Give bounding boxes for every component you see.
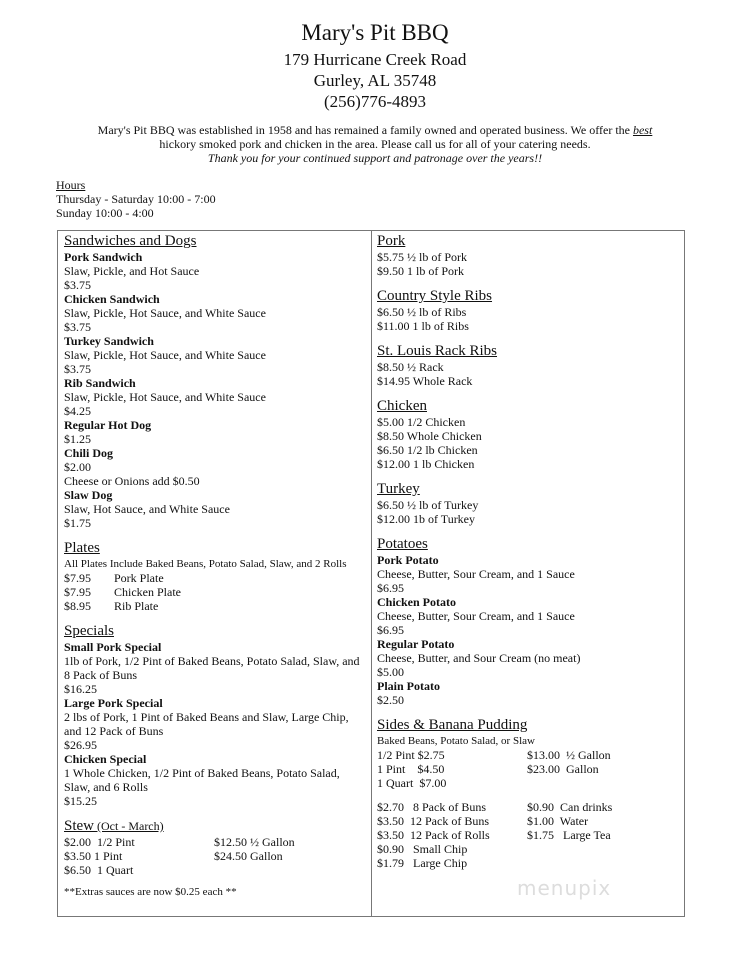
price-line: $5.75 ½ lb of Pork [377, 250, 467, 264]
item-name: Pork Potato [377, 553, 439, 567]
menu-item [377, 679, 677, 707]
item-detail: $5.00 [377, 665, 404, 679]
price-cell [527, 776, 677, 790]
section-title-text: Sandwiches and Dogs [64, 233, 197, 249]
price-line: $8.50 ½ Rack [377, 360, 444, 374]
phone-number: (256)776-4893 [324, 92, 426, 111]
column-divider [371, 231, 372, 916]
section-title-text: Chicken [377, 398, 427, 414]
intro-emphasis: best [632, 123, 653, 137]
item-detail: 8 Pack of Buns [64, 668, 137, 682]
item-name: Chicken Sandwich [64, 292, 160, 306]
hours-title: Hours [56, 178, 86, 192]
menu-section [377, 398, 677, 471]
item-detail: Cheese, Butter, and Sour Cream (no meat) [377, 651, 581, 665]
price-line: $6.50 ½ lb of Ribs [377, 305, 467, 319]
item-detail: Cheese or Onions add $0.50 [64, 474, 200, 488]
item-detail: 2 lbs of Pork, 1 Pint of Baked Beans and Slaw, Large Chip, [64, 710, 349, 724]
item-detail: 1 Whole Chicken, 1/2 Pint of Baked Beans, Potato Salad, [64, 766, 340, 780]
item-label: Rib Plate [114, 599, 159, 613]
right-column [377, 233, 677, 880]
price: $7.95 [64, 571, 91, 585]
price-cell [527, 856, 677, 870]
price-cell: $0.90 Small Chip [377, 842, 468, 856]
item-detail: Slaw, Pickle, Hot Sauce, and White Sauce [64, 390, 266, 404]
item-detail: Slaw, Pickle, and Hot Sauce [64, 264, 200, 278]
section-title-text: Plates [64, 540, 100, 556]
section-note: Baked Beans, Potato Salad, or Slaw [377, 735, 535, 747]
price-grid [377, 748, 677, 790]
menu-item [64, 752, 364, 808]
section-title-suffix: (Oct - March) [94, 819, 164, 833]
menu-item [64, 418, 364, 446]
price-row [64, 599, 364, 613]
item-name: Chicken Special [64, 752, 147, 766]
item-label: Chicken Plate [114, 585, 181, 599]
section-title-text: Sides & Banana Pudding [377, 717, 528, 733]
section-title [377, 233, 677, 250]
section-title-text: Pork [377, 233, 406, 249]
left-column [64, 233, 364, 909]
item-detail: $1.75 [64, 516, 91, 530]
menu-section [64, 233, 364, 530]
item-name: Plain Potato [377, 679, 440, 693]
address-line-2: Gurley, AL 35748 [313, 71, 437, 90]
price-line: $6.50 1/2 lb Chicken [377, 443, 478, 457]
menu-item [64, 292, 364, 334]
item-detail: 1lb of Pork, 1/2 Pint of Baked Beans, Potato Salad, Slaw, and [64, 654, 360, 668]
section-title [64, 540, 364, 557]
intro-line-2: hickory smoked pork and chicken in the area. Please call us for all of your catering needs. [159, 137, 591, 151]
section-title-text: Turkey [377, 481, 420, 497]
menu-section [64, 818, 364, 899]
price-line: $5.00 1/2 Chicken [377, 415, 466, 429]
menu-item [64, 250, 364, 292]
section-title-text: Country Style Ribs [377, 288, 493, 304]
hours-line: Sunday 10:00 - 4:00 [56, 206, 154, 220]
menu-section [64, 540, 364, 613]
section-title [64, 233, 364, 250]
price-cell: $12.50 ½ Gallon [214, 835, 295, 849]
price-cell: $23.00 Gallon [527, 762, 599, 776]
item-detail: $1.25 [64, 432, 91, 446]
menu-item [64, 376, 364, 418]
menu-section [377, 717, 677, 870]
section-title [377, 288, 677, 305]
price-line: $14.95 Whole Rack [377, 374, 473, 388]
price-line: $11.00 1 lb of Ribs [377, 319, 469, 333]
hours [56, 178, 216, 220]
item-label: Pork Plate [114, 571, 164, 585]
section-title [377, 536, 677, 553]
section-title-text: Specials [64, 623, 114, 639]
hours-line: Thursday - Saturday 10:00 - 7:00 [56, 192, 216, 206]
item-name: Rib Sandwich [64, 376, 136, 390]
menu-item [64, 446, 364, 488]
menu-item [64, 334, 364, 376]
item-name: Regular Hot Dog [64, 418, 152, 432]
item-detail: Cheese, Butter, Sour Cream, and 1 Sauce [377, 609, 575, 623]
price-cell: 1 Pint $4.50 [377, 762, 445, 776]
item-detail: and 12 Pack of Buns [64, 724, 164, 738]
menu-section [377, 233, 677, 278]
item-detail: $4.25 [64, 404, 91, 418]
menu-section [377, 536, 677, 707]
section-title [377, 717, 677, 734]
item-detail: $3.75 [64, 320, 91, 334]
price-line: $9.50 1 lb of Pork [377, 264, 464, 278]
item-detail: $15.25 [64, 794, 97, 808]
item-detail: $2.00 [64, 460, 91, 474]
menu-item [377, 595, 677, 637]
item-name: Pork Sandwich [64, 250, 143, 264]
price-grid [64, 835, 364, 877]
watermark-logo: menupix [517, 876, 612, 900]
menu-section [377, 481, 677, 526]
address-line-1: 179 Hurricane Creek Road [283, 50, 467, 69]
item-name: Chicken Potato [377, 595, 456, 609]
spacer [377, 790, 677, 800]
intro-text [40, 123, 710, 165]
section-title-text: Potatoes [377, 536, 428, 552]
item-detail: $16.25 [64, 682, 97, 696]
item-detail: $6.95 [377, 581, 404, 595]
menu-item [377, 637, 677, 679]
price-cell: $2.00 1/2 Pint [64, 835, 135, 849]
section-title-text: St. Louis Rack Ribs [377, 343, 498, 359]
menu-section [377, 343, 677, 388]
item-detail: Slaw, Pickle, Hot Sauce, and White Sauce [64, 306, 266, 320]
item-name: Slaw Dog [64, 488, 113, 502]
price-line: $6.50 ½ lb of Turkey [377, 498, 479, 512]
item-detail: Slaw, and 6 Rolls [64, 780, 148, 794]
price-row [64, 585, 364, 599]
price: $7.95 [64, 585, 91, 599]
item-name: Turkey Sandwich [64, 334, 154, 348]
price-cell: $3.50 1 Pint [64, 849, 123, 863]
price-line: $8.50 Whole Chicken [377, 429, 482, 443]
item-detail: $2.50 [377, 693, 404, 707]
section-title [64, 623, 364, 640]
price-grid [377, 800, 677, 870]
price-cell: $13.00 ½ Gallon [527, 748, 611, 762]
item-detail: $3.75 [64, 362, 91, 376]
intro-thanks: Thank you for your continued support and patronage over the years!! [207, 151, 543, 165]
item-detail: $26.95 [64, 738, 97, 752]
item-detail: $3.75 [64, 278, 91, 292]
price-cell [527, 842, 677, 856]
price: $8.95 [64, 599, 91, 613]
menu-item [64, 488, 364, 530]
section-title [377, 398, 677, 415]
menu-item [377, 553, 677, 595]
item-detail: Cheese, Butter, Sour Cream, and 1 Sauce [377, 567, 575, 581]
price-cell: $1.79 Large Chip [377, 856, 468, 870]
section-title [377, 481, 677, 498]
intro-line-1: Mary's Pit BBQ was established in 1958 and has remained a family owned and operated business. We offer the [97, 123, 633, 137]
item-name: Chili Dog [64, 446, 114, 460]
item-detail: Slaw, Hot Sauce, and White Sauce [64, 502, 230, 516]
price-cell: $3.50 12 Pack of Buns [377, 814, 489, 828]
price-cell: $1.00 Water [527, 814, 589, 828]
price-cell: 1 Quart $7.00 [377, 776, 447, 790]
item-name: Regular Potato [377, 637, 455, 651]
menu-section [64, 623, 364, 808]
price-cell: $3.50 12 Pack of Rolls [377, 828, 490, 842]
section-title [377, 343, 677, 360]
menu-item [64, 640, 364, 696]
price-cell: $1.75 Large Tea [527, 828, 611, 842]
restaurant-name: Mary's Pit BBQ [301, 20, 449, 45]
price-cell: $0.90 Can drinks [527, 800, 613, 814]
price-cell: $2.70 8 Pack of Buns [377, 800, 486, 814]
price-cell: 1/2 Pint $2.75 [377, 748, 445, 762]
item-name: Small Pork Special [64, 640, 162, 654]
section-note: All Plates Include Baked Beans, Potato Salad, Slaw, and 2 Rolls [64, 558, 347, 570]
section-title [64, 818, 364, 835]
price-cell: $6.50 1 Quart [64, 863, 134, 877]
item-detail: Slaw, Pickle, Hot Sauce, and White Sauce [64, 348, 266, 362]
price-cell: $24.50 Gallon [214, 849, 283, 863]
price-line: $12.00 1 lb Chicken [377, 457, 475, 471]
menu-section [377, 288, 677, 333]
section-title-text: Stew [64, 818, 94, 834]
menu-item [64, 696, 364, 752]
item-detail: $6.95 [377, 623, 404, 637]
price-line: $12.00 1b of Turkey [377, 512, 476, 526]
price-cell [214, 863, 364, 877]
item-name: Large Pork Special [64, 696, 163, 710]
footnote: **Extras sauces are now $0.25 each ** [64, 886, 237, 898]
menu-box [57, 230, 685, 917]
price-row [64, 571, 364, 585]
